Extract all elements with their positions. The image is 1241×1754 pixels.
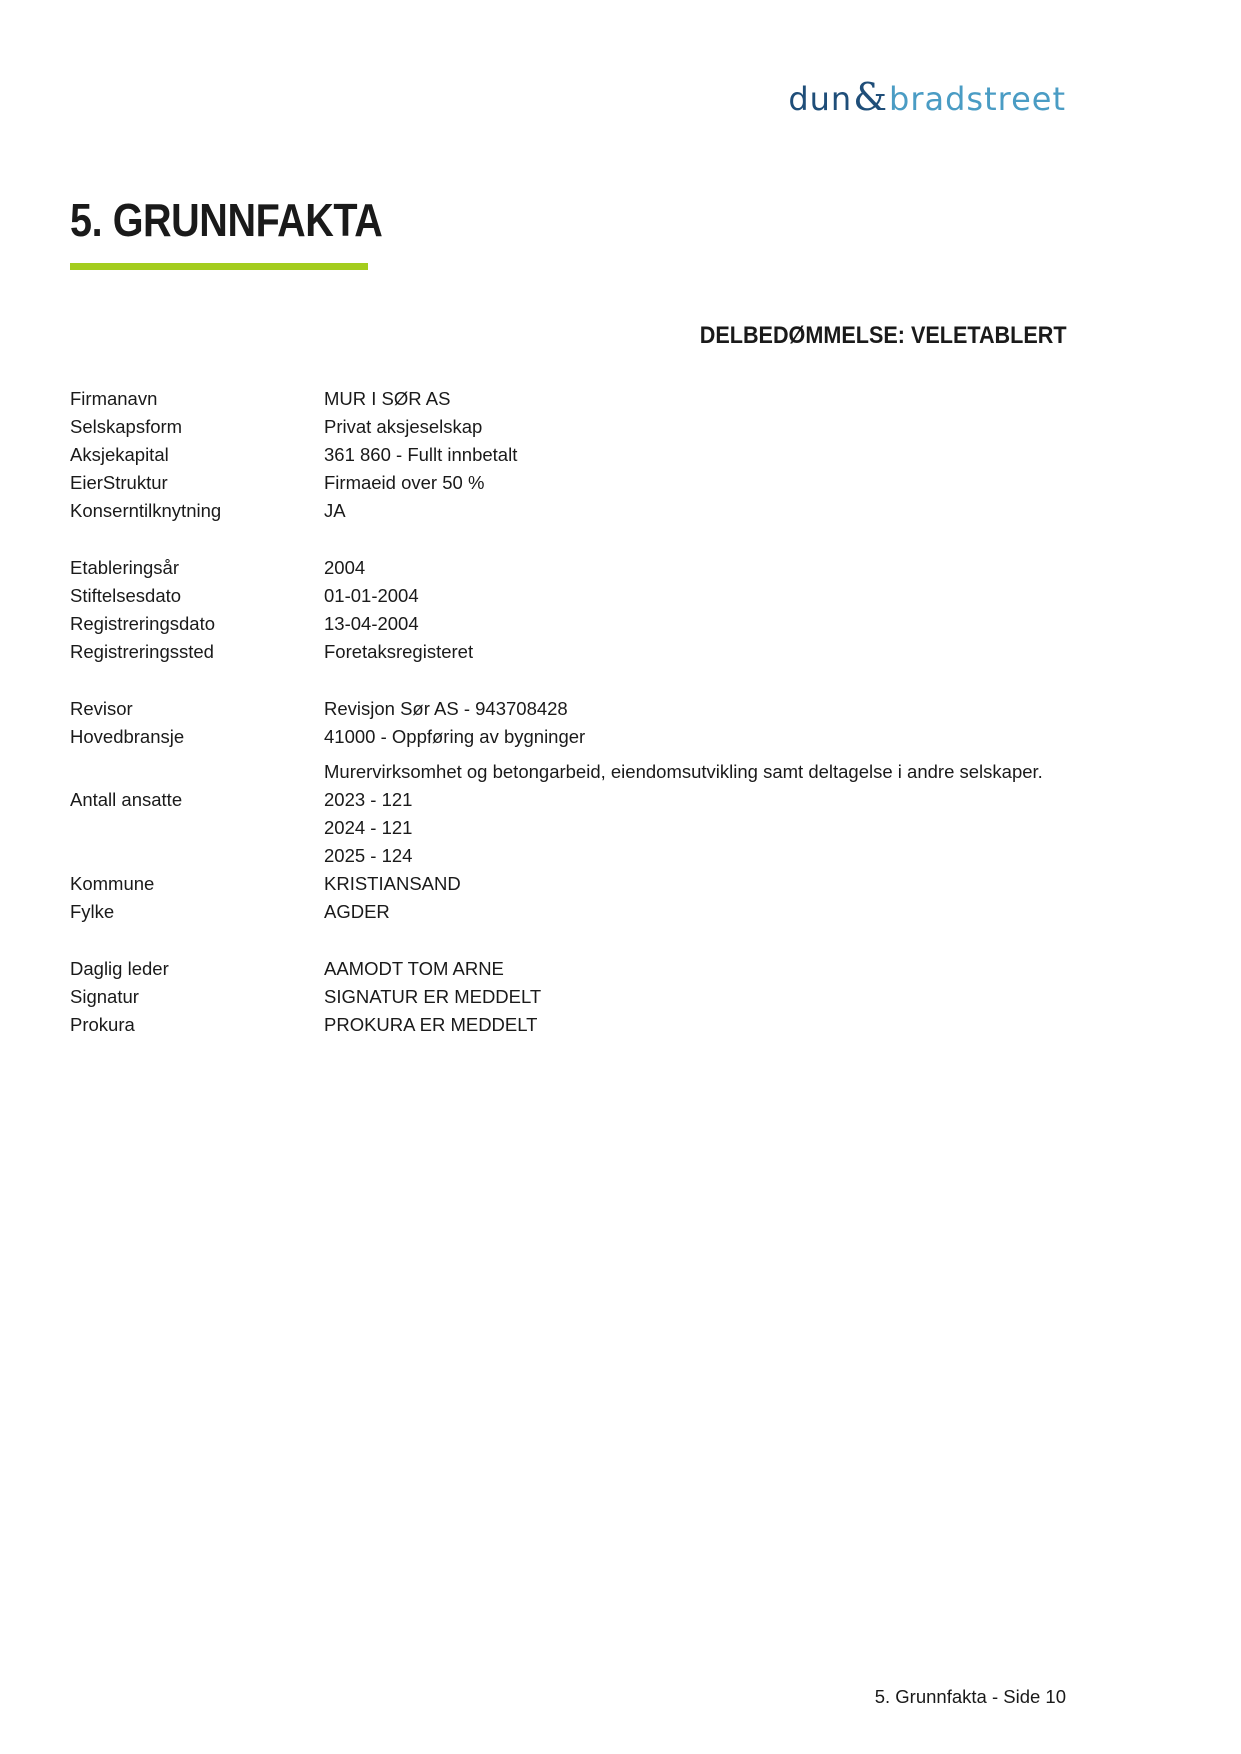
fact-label-empty xyxy=(70,842,324,870)
fact-value: PROKURA ER MEDDELT xyxy=(324,1014,538,1035)
group-spacer xyxy=(70,525,1070,554)
business-description: Murervirksomhet og betongarbeid, eiendomsutvikling samt deltagelse i andre selskaper. xyxy=(324,761,1043,782)
fact-label: Aksjekapital xyxy=(70,444,169,465)
fact-value: 01-01-2004 xyxy=(324,585,419,606)
fact-row-stiftelsesdato xyxy=(70,582,1070,610)
fact-label: Signatur xyxy=(70,986,139,1007)
fact-label: Registreringsdato xyxy=(70,613,215,634)
logo-ampersand: & xyxy=(853,75,889,119)
section-rating: DELBEDØMMELSE: VELETABLERT xyxy=(700,322,1067,349)
fact-row-daglig-leder xyxy=(70,955,1070,983)
page-footer: 5. Grunnfakta - Side 10 xyxy=(874,1686,1066,1707)
fact-value: MUR I SØR AS xyxy=(324,388,451,409)
fact-label: EierStruktur xyxy=(70,472,168,493)
fact-row-hovedbransje xyxy=(70,723,1070,751)
fact-value: 41000 - Oppføring av bygninger xyxy=(324,726,586,747)
fact-row-konserntilknytning xyxy=(70,497,1070,525)
fact-row-prokura xyxy=(70,1011,1070,1039)
fact-value: 13-04-2004 xyxy=(324,613,419,634)
fact-value: Revisjon Sør AS - 943708428 xyxy=(324,698,568,719)
fact-value: 2024 - 121 xyxy=(324,817,413,838)
fact-row-selskapsform xyxy=(70,413,1070,441)
fact-row-description xyxy=(70,758,1070,786)
fact-value: Privat aksjeselskap xyxy=(324,416,483,437)
fact-row-signatur xyxy=(70,983,1070,1011)
fact-row-registreringssted xyxy=(70,638,1070,666)
fact-label: Kommune xyxy=(70,873,155,894)
fact-label: Hovedbransje xyxy=(70,726,185,747)
fact-value: 2004 xyxy=(324,557,366,578)
fact-row-antall-ansatte-2024 xyxy=(70,814,1070,842)
title-underline xyxy=(70,263,368,270)
fact-row-antall-ansatte-2025 xyxy=(70,842,1070,870)
fact-label: Selskapsform xyxy=(70,416,183,437)
fact-label: Prokura xyxy=(70,1014,135,1035)
fact-label-empty xyxy=(70,758,324,786)
fact-label: Firmanavn xyxy=(70,388,158,409)
fact-row-fylke xyxy=(70,898,1070,926)
fact-row-aksjekapital xyxy=(70,441,1070,469)
fact-row-revisor xyxy=(70,695,1070,723)
fact-value: SIGNATUR ER MEDDELT xyxy=(324,986,542,1007)
fact-label: Fylke xyxy=(70,901,115,922)
fact-row-registreringsdato xyxy=(70,610,1070,638)
fact-label: Daglig leder xyxy=(70,958,169,979)
page-title: 5. GRUNNFAKTA xyxy=(70,194,383,246)
fact-row-antall-ansatte xyxy=(70,786,1070,814)
group-spacer xyxy=(70,926,1070,955)
fact-row-eierstruktur xyxy=(70,469,1070,497)
fact-value: Foretaksregisteret xyxy=(324,641,474,662)
fact-label-empty xyxy=(70,814,324,842)
group-spacer xyxy=(70,666,1070,695)
fact-value: AAMODT TOM ARNE xyxy=(324,958,504,979)
logo-text-bradstreet: bradstreet xyxy=(889,80,1066,118)
fact-label: Antall ansatte xyxy=(70,789,183,810)
fact-value: Firmaeid over 50 % xyxy=(324,472,485,493)
fact-row-etableringsar xyxy=(70,554,1070,582)
facts-table xyxy=(70,385,1070,1039)
fact-label: Etableringsår xyxy=(70,557,180,578)
fact-value: 2025 - 124 xyxy=(324,845,413,866)
fact-value: 361 860 - Fullt innbetalt xyxy=(324,444,518,465)
fact-value: AGDER xyxy=(324,901,390,922)
fact-row-firmanavn xyxy=(70,385,1070,413)
logo-text-dun: dun xyxy=(788,80,853,118)
fact-value: JA xyxy=(324,500,346,521)
fact-value: KRISTIANSAND xyxy=(324,873,461,894)
dun-bradstreet-logo xyxy=(788,75,1066,119)
fact-label: Revisor xyxy=(70,698,133,719)
fact-label: Stiftelsesdato xyxy=(70,585,182,606)
fact-label: Konserntilknytning xyxy=(70,500,222,521)
fact-row-kommune xyxy=(70,870,1070,898)
fact-label: Registreringssted xyxy=(70,641,214,662)
fact-value: 2023 - 121 xyxy=(324,789,413,810)
